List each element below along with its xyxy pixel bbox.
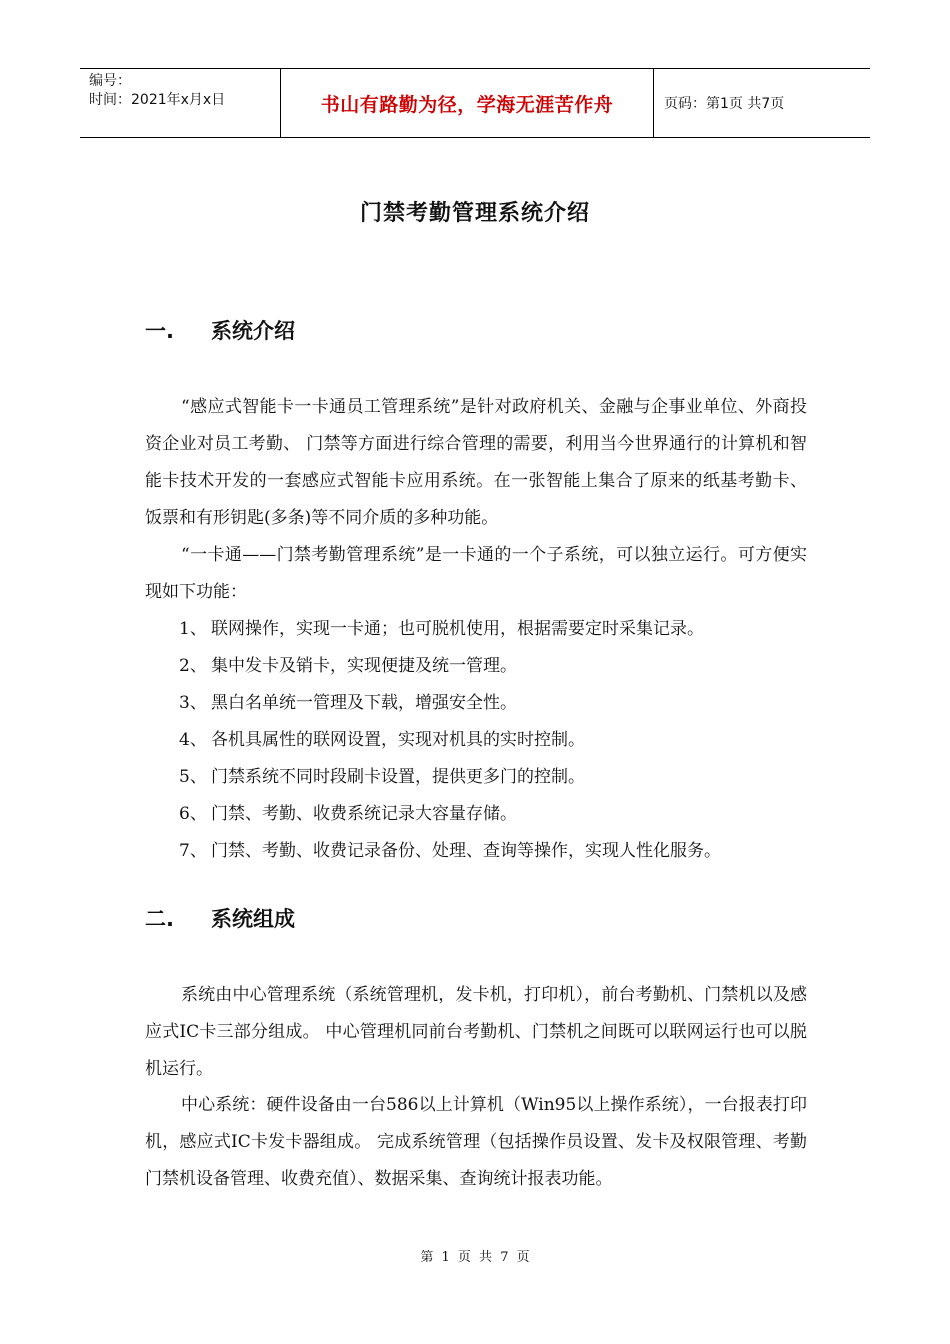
paragraph: 中心系统：硬件设备由一台586以上计算机（Win95以上操作系统），一台报表打印机，感应式IC卡发卡器组成。 完成系统管理（包括操作员设置、发卡及权限管理、考勤门禁机设备管理、收费充值）、数据采集、查询统计报表功能。: [145, 1095, 807, 1189]
list-item-number: 6、: [179, 804, 207, 824]
list-item-text: 门禁、考勤、收费记录备份、处理、查询等操作，实现人性化服务。: [211, 841, 721, 861]
header-page-cell: [654, 69, 870, 137]
section-heading-composition: [145, 903, 295, 933]
list-item: [145, 833, 807, 870]
paragraph: 系统由中心管理系统（系统管理机，发卡机，打印机），前台考勤机、门禁机以及感应式IC卡三部分组成。 中心管理机同前台考勤机、门禁机之间既可以联网运行也可以脱机运行。: [145, 985, 807, 1079]
header-meta-cell: [80, 69, 281, 137]
document-time-label: 时间：2021年x月x日: [89, 92, 226, 108]
list-item-text: 联网操作，实现一卡通；也可脱机使用，根据需要定时采集记录。: [211, 619, 704, 639]
list-item-text: 门禁系统不同时段刷卡设置，提供更多门的控制。: [211, 767, 585, 787]
list-item-number: 7、: [179, 841, 207, 861]
list-item-text: 门禁、考勤、收费系统记录大容量存储。: [211, 804, 517, 824]
list-item-text: 集中发卡及销卡，实现便捷及统一管理。: [211, 656, 517, 676]
list-item-number: 2、: [179, 656, 207, 676]
section-title: 系统介绍: [211, 319, 295, 343]
header-motto-cell: [281, 69, 654, 137]
section-number: 二.: [145, 907, 174, 931]
list-item-number: 1、: [179, 619, 207, 639]
header-page-info: 页码：第1页 共7页: [664, 96, 785, 112]
list-item: [145, 648, 807, 685]
feature-list: [145, 611, 807, 870]
list-item: [145, 759, 807, 796]
list-item-text: 各机具属性的联网设置，实现对机具的实时控制。: [211, 730, 585, 750]
list-item: [145, 685, 807, 722]
list-item: [145, 796, 807, 833]
header-table: [80, 68, 870, 138]
paragraph: “感应式智能卡一卡通员工管理系统”是针对政府机关、金融与企事业单位、外商投资企业对员工考勤、 门禁等方面进行综合管理的需要，利用当今世界通行的计算机和智能卡技术开发的一套感应式智能卡应用系统。在一张智能上集合了原来的纸基考勤卡、饭票和有形钥匙(多条)等不同介质的多种功能。: [145, 397, 807, 528]
header-motto: 书山有路勤为径，学海无涯苦作舟: [320, 93, 614, 116]
paragraph: “一卡通——门禁考勤管理系统”是一卡通的一个子系统，可以独立运行。可方便实现如下功能：: [145, 545, 807, 602]
list-item-text: 黑白名单统一管理及下载，增强安全性。: [211, 693, 517, 713]
list-item-number: 4、: [179, 730, 207, 750]
list-item-number: 5、: [179, 767, 207, 787]
document-number-label: 编号：: [89, 73, 131, 89]
list-item: [145, 611, 807, 648]
section-heading-intro: [145, 315, 295, 345]
section-number: 一.: [145, 319, 174, 343]
list-item-number: 3、: [179, 693, 207, 713]
list-item: [145, 722, 807, 759]
page-footer: 第 1 页 共 7 页: [420, 1250, 530, 1265]
document-title: 门禁考勤管理系统介绍: [359, 201, 590, 226]
section-title: 系统组成: [211, 907, 295, 931]
